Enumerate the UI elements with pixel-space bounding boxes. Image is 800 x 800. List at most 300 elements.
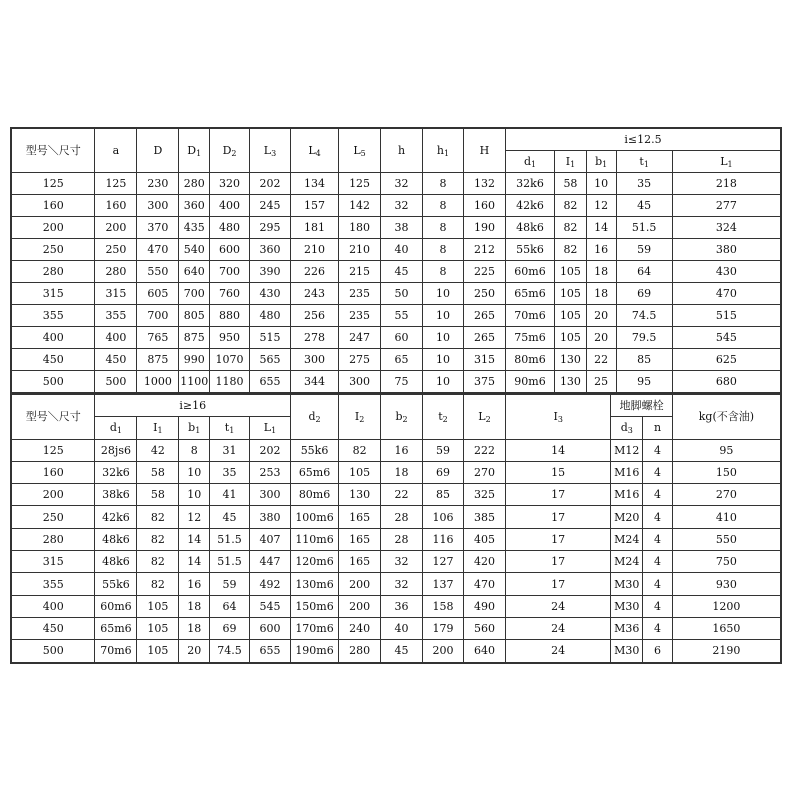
table-cell: 380 xyxy=(250,506,291,528)
table-cell: 605 xyxy=(137,283,179,305)
table-cell: 82 xyxy=(555,195,587,217)
table-cell: 82 xyxy=(555,239,587,261)
table-cell: 400 xyxy=(95,327,137,349)
table-cell: 212 xyxy=(463,239,505,261)
table-cell: 14 xyxy=(505,439,610,461)
table-cell: 32 xyxy=(381,195,423,217)
table-cell: 278 xyxy=(290,327,338,349)
table-cell: 65m6 xyxy=(95,617,137,639)
table-cell: 4 xyxy=(643,506,673,528)
table-cell: 59 xyxy=(616,239,672,261)
table-cell: 59 xyxy=(423,439,464,461)
table-cell: 430 xyxy=(672,261,781,283)
table-cell: 179 xyxy=(423,617,464,639)
col-header-n: n xyxy=(643,417,673,439)
table-cell: 243 xyxy=(290,283,338,305)
weight-header: kg(不含油) xyxy=(672,394,781,439)
table-cell: 275 xyxy=(339,349,381,371)
table-cell: 12 xyxy=(179,506,210,528)
table-cell: 565 xyxy=(250,349,291,371)
table-cell: 10 xyxy=(423,349,464,371)
table-cell: 32k6 xyxy=(95,461,137,483)
table-cell: 165 xyxy=(339,551,381,573)
model-cell: 160 xyxy=(11,461,95,483)
table-cell: 370 xyxy=(137,217,179,239)
table-cell: 130 xyxy=(339,484,381,506)
table-row xyxy=(11,283,781,305)
table-cell: 28 xyxy=(381,528,423,550)
dimension-table-lower xyxy=(10,393,782,664)
table-cell: 158 xyxy=(423,595,464,617)
table-cell: M16 xyxy=(611,484,643,506)
table-cell: 40 xyxy=(381,617,423,639)
table-cell: 55 xyxy=(381,305,423,327)
table-cell: 640 xyxy=(463,640,505,663)
table-cell: 64 xyxy=(210,595,250,617)
model-cell: 315 xyxy=(11,551,95,573)
table-cell: 20 xyxy=(586,305,616,327)
table-cell: 4 xyxy=(643,573,673,595)
table-cell: 105 xyxy=(555,327,587,349)
table-cell: 31 xyxy=(210,439,250,461)
table-cell: 58 xyxy=(137,461,179,483)
model-cell: 355 xyxy=(11,573,95,595)
table-cell: 142 xyxy=(339,195,381,217)
table-cell: 300 xyxy=(250,484,291,506)
table-cell: 218 xyxy=(672,173,781,195)
table-cell: 450 xyxy=(95,349,137,371)
table-cell: 69 xyxy=(210,617,250,639)
table-cell: 10 xyxy=(423,305,464,327)
table-cell: 32 xyxy=(381,173,423,195)
table-row xyxy=(11,217,781,239)
table-row xyxy=(11,617,781,639)
table-cell: 315 xyxy=(463,349,505,371)
table-cell: 8 xyxy=(423,261,464,283)
table-cell: 170m6 xyxy=(290,617,338,639)
table-cell: 41 xyxy=(210,484,250,506)
model-cell: 315 xyxy=(11,283,95,305)
table-cell: 20 xyxy=(586,327,616,349)
table-cell: 70m6 xyxy=(95,640,137,663)
table-cell: 36 xyxy=(381,595,423,617)
table-cell: 8 xyxy=(179,439,210,461)
table-cell: 325 xyxy=(463,484,505,506)
table-cell: 106 xyxy=(423,506,464,528)
table-cell: 300 xyxy=(339,371,381,394)
table-cell: 190 xyxy=(463,217,505,239)
table-cell: 69 xyxy=(423,461,464,483)
table-cell: 82 xyxy=(137,506,179,528)
table-cell: 17 xyxy=(505,528,610,550)
table-cell: 324 xyxy=(672,217,781,239)
table-cell: 48k6 xyxy=(95,528,137,550)
table-cell: 75m6 xyxy=(505,327,554,349)
table-cell: 600 xyxy=(210,239,250,261)
table-cell: 16 xyxy=(586,239,616,261)
model-cell: 500 xyxy=(11,640,95,663)
model-cell: 200 xyxy=(11,217,95,239)
model-cell: 160 xyxy=(11,195,95,217)
table-cell: 540 xyxy=(179,239,210,261)
table-cell: 680 xyxy=(672,371,781,394)
table-cell: 42 xyxy=(137,439,179,461)
model-cell: 125 xyxy=(11,173,95,195)
col-header-L2: $L_2$ xyxy=(463,394,505,439)
table-cell: 45 xyxy=(381,640,423,663)
table-cell: 1180 xyxy=(210,371,250,394)
col-header-d1: $d_1$ xyxy=(505,151,554,173)
table-cell: 55k6 xyxy=(505,239,554,261)
table-row xyxy=(11,595,781,617)
table-row xyxy=(11,371,781,394)
table-cell: 235 xyxy=(339,305,381,327)
table-cell: 805 xyxy=(179,305,210,327)
col-header-t1: $t_1$ xyxy=(616,151,672,173)
table-row xyxy=(11,173,781,195)
model-cell: 450 xyxy=(11,617,95,639)
table-cell: 48k6 xyxy=(95,551,137,573)
table-cell: 215 xyxy=(339,261,381,283)
ratio-group-header: i≥16 xyxy=(95,394,291,417)
table-cell: 1650 xyxy=(672,617,781,639)
table-cell: 14 xyxy=(179,528,210,550)
table-cell: 8 xyxy=(423,217,464,239)
table-cell: 655 xyxy=(250,371,291,394)
table-cell: 250 xyxy=(95,239,137,261)
table-cell: 58 xyxy=(137,484,179,506)
table-cell: 625 xyxy=(672,349,781,371)
table-row xyxy=(11,439,781,461)
table-row xyxy=(11,484,781,506)
table-cell: 105 xyxy=(555,261,587,283)
table-cell: 157 xyxy=(290,195,338,217)
table-cell: M36 xyxy=(611,617,643,639)
table-cell: 4 xyxy=(643,528,673,550)
table-cell: 600 xyxy=(250,617,291,639)
table-cell: 82 xyxy=(137,551,179,573)
table-cell: 447 xyxy=(250,551,291,573)
table-cell: 32 xyxy=(381,573,423,595)
table-cell: 280 xyxy=(339,640,381,663)
table-cell: 247 xyxy=(339,327,381,349)
table-cell: 10 xyxy=(586,173,616,195)
table-cell: 4 xyxy=(643,484,673,506)
table-cell: 226 xyxy=(290,261,338,283)
model-size-header: 型号＼尺寸 xyxy=(11,128,95,173)
table-cell: 80m6 xyxy=(505,349,554,371)
table-cell: 930 xyxy=(672,573,781,595)
table-cell: 4 xyxy=(643,461,673,483)
table-cell: 85 xyxy=(423,484,464,506)
table-cell: 355 xyxy=(95,305,137,327)
model-size-header: 型号＼尺寸 xyxy=(11,394,95,439)
table-cell: 765 xyxy=(137,327,179,349)
table-cell: M30 xyxy=(611,573,643,595)
table-cell: 18 xyxy=(586,261,616,283)
table-cell: 105 xyxy=(137,595,179,617)
table-cell: 210 xyxy=(339,239,381,261)
table-cell: 82 xyxy=(555,217,587,239)
table-cell: 17 xyxy=(505,506,610,528)
col-header-h1: $h_1$ xyxy=(423,128,464,173)
table-cell: 18 xyxy=(381,461,423,483)
table-cell: 65 xyxy=(381,349,423,371)
table-cell: 17 xyxy=(505,551,610,573)
table-cell: 640 xyxy=(179,261,210,283)
table-cell: 105 xyxy=(555,283,587,305)
col-header-I3: $I_3$ xyxy=(505,394,610,439)
table-cell: 120m6 xyxy=(290,551,338,573)
table-cell: 470 xyxy=(672,283,781,305)
table-cell: 130 xyxy=(555,349,587,371)
table-cell: 300 xyxy=(137,195,179,217)
table-row xyxy=(11,461,781,483)
col-header-I1: $I_1$ xyxy=(137,417,179,439)
col-header-L1: $L_1$ xyxy=(672,151,781,173)
table-cell: 4 xyxy=(643,551,673,573)
table-cell: 360 xyxy=(250,239,291,261)
table-cell: 24 xyxy=(505,640,610,663)
table-cell: 51.5 xyxy=(210,528,250,550)
table-cell: 492 xyxy=(250,573,291,595)
table-cell: 132 xyxy=(463,173,505,195)
table-row xyxy=(11,239,781,261)
col-header-D2: $D_2$ xyxy=(210,128,250,173)
col-header-b1: $b_1$ xyxy=(586,151,616,173)
table-cell: 880 xyxy=(210,305,250,327)
table-cell: 90m6 xyxy=(505,371,554,394)
col-header-t1: $t_1$ xyxy=(210,417,250,439)
dimension-table-upper xyxy=(10,127,782,394)
table-cell: 150m6 xyxy=(290,595,338,617)
model-cell: 250 xyxy=(11,506,95,528)
table-cell: 315 xyxy=(95,283,137,305)
table-cell: 700 xyxy=(210,261,250,283)
table-cell: 990 xyxy=(179,349,210,371)
table-cell: 181 xyxy=(290,217,338,239)
table-cell: 270 xyxy=(672,484,781,506)
model-cell: 450 xyxy=(11,349,95,371)
table-cell: 1200 xyxy=(672,595,781,617)
table-cell: 256 xyxy=(290,305,338,327)
model-cell: 500 xyxy=(11,371,95,394)
table-cell: 200 xyxy=(423,640,464,663)
table-cell: 60 xyxy=(381,327,423,349)
table-cell: 59 xyxy=(210,573,250,595)
model-cell: 280 xyxy=(11,528,95,550)
table-cell: M12 xyxy=(611,439,643,461)
table-cell: 38k6 xyxy=(95,484,137,506)
table-cell: 16 xyxy=(179,573,210,595)
table-cell: 75 xyxy=(381,371,423,394)
table-cell: 14 xyxy=(179,551,210,573)
table-cell: 480 xyxy=(250,305,291,327)
table-cell: 80m6 xyxy=(290,484,338,506)
table-cell: 51.5 xyxy=(210,551,250,573)
table-cell: M30 xyxy=(611,640,643,663)
table-cell: 74.5 xyxy=(210,640,250,663)
table-cell: 655 xyxy=(250,640,291,663)
table-cell: 40 xyxy=(381,239,423,261)
table-cell: 1000 xyxy=(137,371,179,394)
table-cell: 125 xyxy=(95,173,137,195)
table-cell: M24 xyxy=(611,528,643,550)
table-cell: 253 xyxy=(250,461,291,483)
table-cell: 55k6 xyxy=(95,573,137,595)
col-header-d1: $d_1$ xyxy=(95,417,137,439)
ratio-group-header: i≤12.5 xyxy=(505,128,781,151)
table-row xyxy=(11,528,781,550)
table-cell: 200 xyxy=(339,573,381,595)
model-cell: 400 xyxy=(11,595,95,617)
table-cell: 280 xyxy=(95,261,137,283)
table-cell: 50 xyxy=(381,283,423,305)
table-cell: 10 xyxy=(179,461,210,483)
table-cell: 320 xyxy=(210,173,250,195)
col-header-I2: $I_2$ xyxy=(339,394,381,439)
model-cell: 400 xyxy=(11,327,95,349)
table-row xyxy=(11,195,781,217)
table-cell: 48k6 xyxy=(505,217,554,239)
table-cell: 65m6 xyxy=(290,461,338,483)
table-cell: 125 xyxy=(339,173,381,195)
table-cell: 58 xyxy=(555,173,587,195)
col-header-L5: $L_5$ xyxy=(339,128,381,173)
table-cell: 470 xyxy=(463,573,505,595)
table-cell: 430 xyxy=(250,283,291,305)
table-cell: 65m6 xyxy=(505,283,554,305)
table-row xyxy=(11,327,781,349)
table-row xyxy=(11,349,781,371)
table-cell: 116 xyxy=(423,528,464,550)
table-cell: 1070 xyxy=(210,349,250,371)
table-cell: 12 xyxy=(586,195,616,217)
table-cell: 70m6 xyxy=(505,305,554,327)
table-cell: 700 xyxy=(179,283,210,305)
table-cell: 280 xyxy=(179,173,210,195)
table-cell: 225 xyxy=(463,261,505,283)
table-cell: 295 xyxy=(250,217,291,239)
table-cell: 875 xyxy=(179,327,210,349)
table-cell: 8 xyxy=(423,195,464,217)
table-cell: 105 xyxy=(555,305,587,327)
table-cell: 35 xyxy=(616,173,672,195)
table-cell: 137 xyxy=(423,573,464,595)
table-cell: 515 xyxy=(672,305,781,327)
table-cell: 105 xyxy=(137,617,179,639)
table-cell: 550 xyxy=(672,528,781,550)
table-cell: 105 xyxy=(339,461,381,483)
table-cell: 16 xyxy=(381,439,423,461)
table-cell: 2190 xyxy=(672,640,781,663)
table-cell: 28 xyxy=(381,506,423,528)
table-cell: 110m6 xyxy=(290,528,338,550)
table-cell: 55k6 xyxy=(290,439,338,461)
table-cell: 32 xyxy=(381,551,423,573)
table-cell: 130 xyxy=(555,371,587,394)
table-cell: 60m6 xyxy=(95,595,137,617)
model-cell: 250 xyxy=(11,239,95,261)
col-header-L3: $L_3$ xyxy=(250,128,291,173)
col-header-d3: $d_3$ xyxy=(611,417,643,439)
table-cell: 24 xyxy=(505,595,610,617)
table-cell: 8 xyxy=(423,239,464,261)
table-cell: 1100 xyxy=(179,371,210,394)
table-cell: 105 xyxy=(137,640,179,663)
table-cell: 160 xyxy=(463,195,505,217)
col-header-I1: $I_1$ xyxy=(555,151,587,173)
model-cell: 280 xyxy=(11,261,95,283)
table-cell: 180 xyxy=(339,217,381,239)
table-cell: 165 xyxy=(339,506,381,528)
table-cell: 69 xyxy=(616,283,672,305)
table-cell: 375 xyxy=(463,371,505,394)
col-header-D: D xyxy=(137,128,179,173)
table-cell: 4 xyxy=(643,595,673,617)
table-row xyxy=(11,305,781,327)
table-cell: 82 xyxy=(339,439,381,461)
table-cell: 405 xyxy=(463,528,505,550)
table-cell: 240 xyxy=(339,617,381,639)
table-cell: 8 xyxy=(423,173,464,195)
table-cell: 51.5 xyxy=(616,217,672,239)
table-cell: 200 xyxy=(95,217,137,239)
table-cell: 750 xyxy=(672,551,781,573)
table-cell: 760 xyxy=(210,283,250,305)
table-cell: 400 xyxy=(210,195,250,217)
table-cell: 17 xyxy=(505,484,610,506)
table-cell: 85 xyxy=(616,349,672,371)
table-cell: M30 xyxy=(611,595,643,617)
table-cell: 250 xyxy=(463,283,505,305)
table-cell: 235 xyxy=(339,283,381,305)
col-header-L4: $L_4$ xyxy=(290,128,338,173)
table-cell: 245 xyxy=(250,195,291,217)
col-header-t2: $t_2$ xyxy=(423,394,464,439)
table-cell: 515 xyxy=(250,327,291,349)
table-cell: 4 xyxy=(643,617,673,639)
table-cell: 390 xyxy=(250,261,291,283)
table-cell: 38 xyxy=(381,217,423,239)
col-header-L1: $L_1$ xyxy=(250,417,291,439)
table-cell: 150 xyxy=(672,461,781,483)
table-cell: 82 xyxy=(137,528,179,550)
table-cell: 222 xyxy=(463,439,505,461)
col-header-a: a xyxy=(95,128,137,173)
table-cell: 100m6 xyxy=(290,506,338,528)
table-cell: 550 xyxy=(137,261,179,283)
table-cell: 950 xyxy=(210,327,250,349)
table-cell: 265 xyxy=(463,305,505,327)
table-cell: 22 xyxy=(586,349,616,371)
model-cell: 355 xyxy=(11,305,95,327)
table-cell: 18 xyxy=(179,595,210,617)
table-cell: 45 xyxy=(381,261,423,283)
table-cell: 134 xyxy=(290,173,338,195)
table-cell: 300 xyxy=(290,349,338,371)
table-cell: M20 xyxy=(611,506,643,528)
table-cell: 545 xyxy=(250,595,291,617)
table-cell: 265 xyxy=(463,327,505,349)
table-cell: 20 xyxy=(179,640,210,663)
table-row xyxy=(11,573,781,595)
model-cell: 125 xyxy=(11,439,95,461)
table-cell: 14 xyxy=(586,217,616,239)
table-cell: 480 xyxy=(210,217,250,239)
table-cell: 490 xyxy=(463,595,505,617)
table-cell: 95 xyxy=(616,371,672,394)
